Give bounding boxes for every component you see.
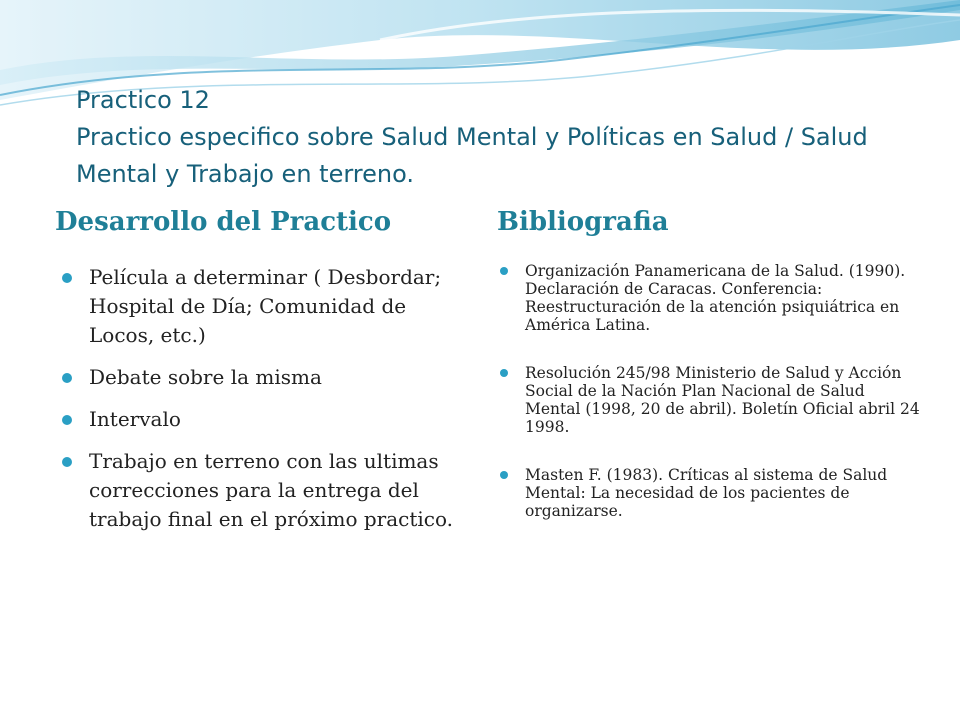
list-item	[62, 363, 462, 392]
slide-title	[76, 82, 926, 193]
list-item-text: Trabajo en terreno con las ultimas correcciones para la entrega del trabajo final en el próximo practico.	[89, 449, 454, 531]
list-item	[62, 447, 462, 534]
title-line-2: Practico especifico sobre Salud Mental y Políticas en Salud / Salud Mental y Trabajo en terreno.	[76, 123, 868, 188]
bullet-icon	[62, 415, 72, 425]
bullet-icon	[62, 373, 72, 383]
bullet-icon	[500, 267, 508, 275]
list-item	[500, 364, 920, 436]
right-column-heading: Bibliografia	[497, 207, 669, 237]
list-item	[62, 263, 462, 350]
list-item-text: Resolución 245/98 Ministerio de Salud y Acción Social de la Nación Plan Nacional de Salud Mental (1998, 20 de abril). Boletín Oficial abril 24 1998.	[525, 364, 920, 436]
bullet-icon	[62, 273, 72, 283]
practice-activities-list	[62, 263, 462, 547]
list-item-text: Película a determinar ( Desbordar; Hospital de Día; Comunidad de Locos, etc.)	[89, 265, 442, 347]
left-column-heading: Desarrollo del Practico	[55, 207, 392, 237]
list-item-text: Masten F. (1983). Críticas al sistema de Salud Mental: La necesidad de los pacientes de organizarse.	[525, 466, 888, 520]
list-item-text: Organización Panamericana de la Salud. (1990). Declaración de Caracas. Conferencia: Reestructuración de la atención psiquiátrica en América Latina.	[525, 262, 906, 334]
list-item	[500, 466, 920, 520]
bullet-icon	[500, 471, 508, 479]
bibliography-list	[500, 262, 920, 550]
title-line-1: Practico 12	[76, 86, 210, 114]
list-item-text: Debate sobre la misma	[89, 365, 322, 389]
list-item	[500, 262, 920, 334]
bullet-icon	[500, 369, 508, 377]
list-item	[62, 405, 462, 434]
list-item-text: Intervalo	[89, 407, 181, 431]
bullet-icon	[62, 457, 72, 467]
